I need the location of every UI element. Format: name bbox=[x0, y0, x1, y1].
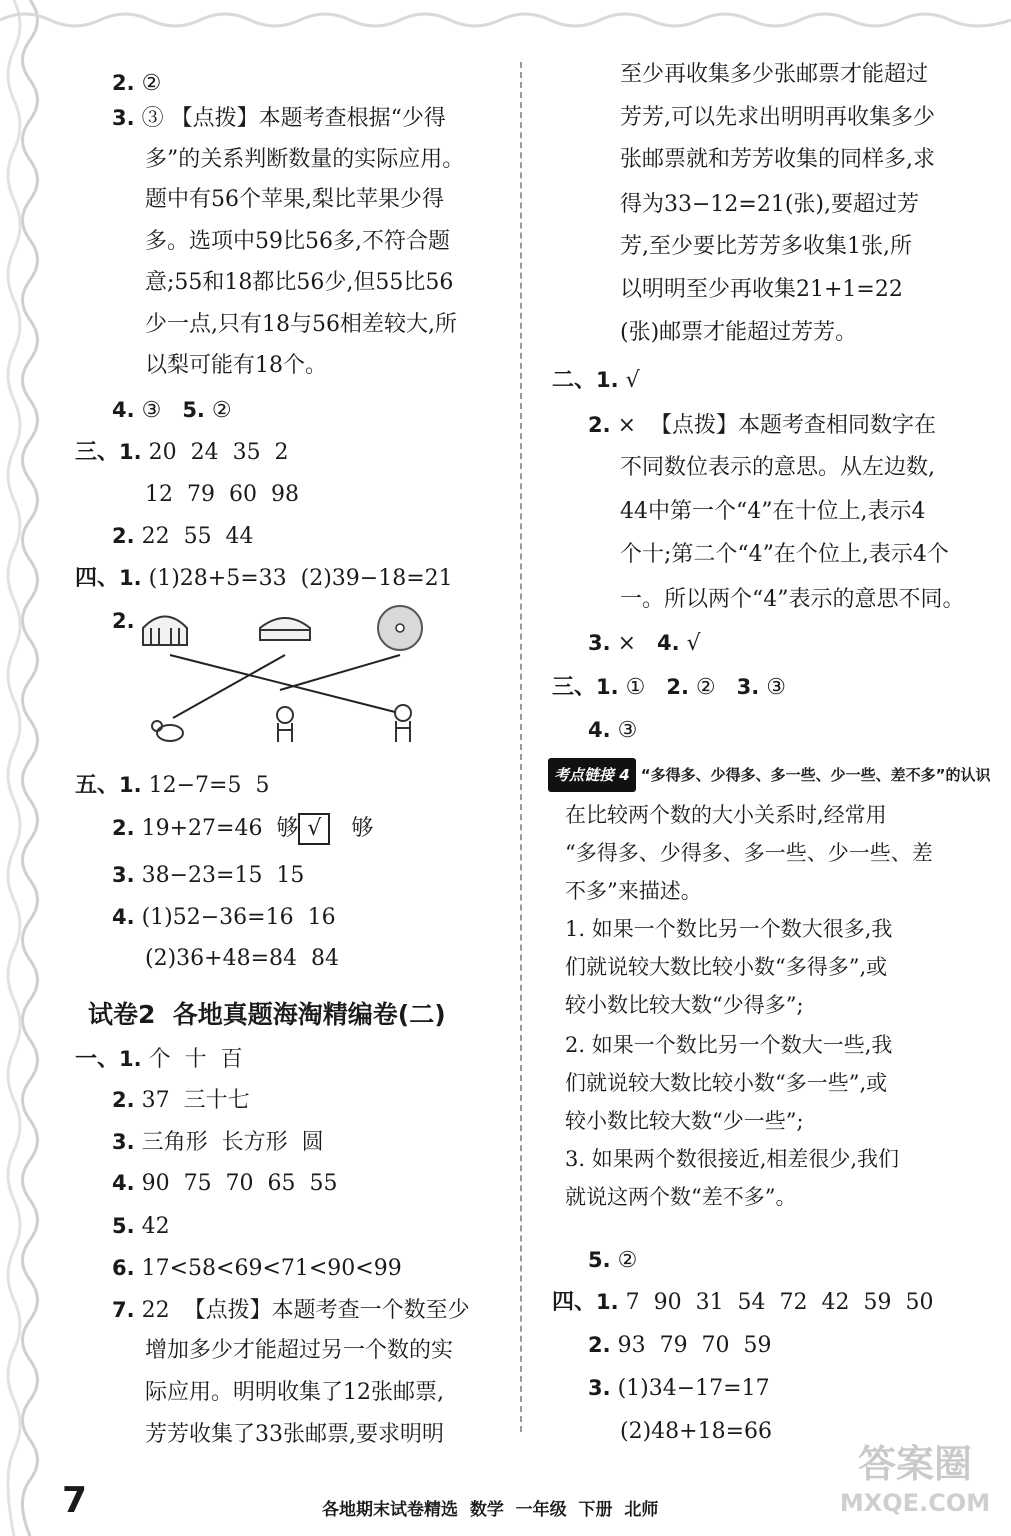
tip-badge: 考点链接 4 bbox=[548, 758, 636, 792]
answer-line: 一、1. 个 十 百 bbox=[75, 1047, 243, 1072]
tip-line: 较小数比较大数“少得多”; bbox=[565, 993, 804, 1017]
watermark bbox=[830, 1440, 1000, 1530]
answer-line: 二、1. √ bbox=[552, 368, 640, 393]
column-divider bbox=[520, 62, 522, 1432]
tip-line: 不多”来描述。 bbox=[565, 879, 702, 903]
answer-line: 3. 38−23=15 15 bbox=[112, 863, 305, 888]
answer-line: 4. 90 75 70 65 55 bbox=[112, 1171, 338, 1196]
answer-line: 2. 19+27=46 够 √ 够 bbox=[112, 813, 373, 845]
round-house-icon bbox=[378, 606, 422, 650]
tip-line: 在比较两个数的大小关系时,经常用 bbox=[565, 803, 887, 827]
tip-line: 们就说较大数比较小数“多得多”,或 bbox=[565, 955, 888, 979]
answer-line: 2. × 【点拨】本题考查相同数字在 bbox=[588, 413, 937, 438]
answer-line: 少一点,只有18与56相差较大,所 bbox=[145, 312, 457, 337]
child-icon bbox=[395, 705, 411, 742]
answer-line: 题中有56个苹果,梨比苹果少得 bbox=[145, 187, 444, 212]
answer-line: 以梨可能有18个。 bbox=[145, 353, 327, 378]
answer-line: 2. 22 55 44 bbox=[112, 524, 254, 549]
answer-line: 芳芳,可以先求出明明再收集多少 bbox=[620, 105, 935, 130]
answer-line: 4. ③ bbox=[588, 718, 638, 743]
answer-line: 多。选项中59比56多,不符合题 bbox=[145, 229, 450, 254]
tip-line: 3. 如果两个数很接近,相差很少,我们 bbox=[565, 1147, 900, 1171]
footer-text: 各地期末试卷精选 数学 一年级 下册 北师 bbox=[322, 1500, 659, 1520]
tip-box bbox=[548, 758, 991, 788]
answer-line: 多”的关系判断数量的实际应用。 bbox=[145, 147, 465, 172]
answer-line: 三、1. 20 24 35 2 bbox=[75, 440, 289, 465]
answer-line: 5. ② bbox=[588, 1248, 638, 1273]
answer-line: 7. 22 【点拨】本题考查一个数至少 bbox=[112, 1298, 470, 1323]
match-line bbox=[280, 655, 400, 690]
tip-header bbox=[548, 758, 991, 788]
answer-line: 12 79 60 98 bbox=[145, 482, 299, 507]
answer-line: 4. (1)52−36=16 16 bbox=[112, 905, 336, 930]
answer-line: 2. ② bbox=[112, 71, 162, 96]
answer-line: 以明明至少再收集21+1=22 bbox=[620, 277, 903, 302]
answer-line: 增加多少才能超过另一个数的实 bbox=[145, 1338, 454, 1363]
watermark-url: MXQE.COM bbox=[839, 1489, 991, 1517]
answer-line: (张)邮票才能超过芳芳。 bbox=[620, 320, 858, 345]
child-icon bbox=[277, 707, 293, 742]
check-box: √ bbox=[298, 813, 330, 845]
matching-illustration bbox=[135, 600, 435, 755]
match-line bbox=[170, 655, 395, 712]
answer-line: 一。所以两个“4”表示的意思不同。 bbox=[620, 587, 965, 612]
yurt-icon bbox=[143, 617, 187, 646]
answer-line: 四、1. (1)28+5=33 (2)39−18=21 bbox=[75, 566, 453, 591]
tip-line: 们就说较大数比较小数“多一些”,或 bbox=[565, 1071, 888, 1095]
answer-line: 44中第一个“4”在十位上,表示4 bbox=[620, 499, 926, 524]
wavy-border-left bbox=[0, 0, 60, 1536]
answer-line: 四、1. 7 90 31 54 72 42 59 50 bbox=[552, 1290, 934, 1315]
answer-line: 3. 三角形 长方形 圆 bbox=[112, 1130, 324, 1155]
match-line bbox=[173, 655, 285, 718]
answer-line: 3. ③ 【点拨】本题考查根据“少得 bbox=[112, 106, 446, 131]
tip-line: 就说这两个数“差不多”。 bbox=[565, 1185, 797, 1209]
tip-line: “多得多、少得多、多一些、少一些、差 bbox=[565, 841, 933, 865]
answer-line: 2. 37 三十七 bbox=[112, 1088, 250, 1113]
animal-icon bbox=[152, 721, 183, 741]
answer-line: 五、1. 12−7=5 5 bbox=[75, 773, 270, 798]
section-heading: 试卷2 各地真题海淘精编卷(二) bbox=[88, 1000, 446, 1029]
answer-line: 5. 42 bbox=[112, 1214, 170, 1239]
tent-icon bbox=[260, 618, 310, 640]
answer-line: 4. ③ 5. ② bbox=[112, 398, 232, 423]
answer-line: 得为33−12=21(张),要超过芳 bbox=[620, 192, 920, 217]
answer-line: 张邮票就和芳芳收集的同样多,求 bbox=[620, 147, 935, 172]
wavy-border-top bbox=[0, 0, 1011, 40]
page-number: 7 bbox=[62, 1480, 88, 1521]
answer-line: 2. 93 79 70 59 bbox=[588, 1333, 772, 1358]
answer-line: 6. 17<58<69<71<90<99 bbox=[112, 1256, 402, 1281]
watermark-logo: 答案圈 bbox=[857, 1442, 972, 1486]
answer-line: 2. bbox=[112, 609, 135, 633]
answer-line: 3. (1)34−17=17 bbox=[588, 1376, 770, 1401]
answer-line: (2)48+18=66 bbox=[620, 1419, 773, 1444]
tip-title: “多得多、少得多、多一些、少一些、差不多”的认识 bbox=[640, 766, 991, 784]
answer-line: 际应用。明明收集了12张邮票, bbox=[145, 1380, 444, 1405]
answer-line: 3. × 4. √ bbox=[588, 631, 701, 656]
answer-line: 至少再收集多少张邮票才能超过 bbox=[620, 62, 929, 87]
answer-line: 个十;第二个“4”在个位上,表示4个 bbox=[620, 542, 949, 567]
tip-line: 较小数比较大数“少一些”; bbox=[565, 1109, 804, 1133]
answer-line: 芳芳收集了33张邮票,要求明明 bbox=[145, 1422, 444, 1447]
answer-line: (2)36+48=84 84 bbox=[145, 946, 339, 971]
answer-line: 意;55和18都比56少,但55比56 bbox=[145, 270, 454, 295]
tip-line: 1. 如果一个数比另一个数大很多,我 bbox=[565, 917, 893, 941]
answer-line: 三、1. ① 2. ② 3. ③ bbox=[552, 675, 786, 700]
tip-line: 2. 如果一个数比另一个数大一些,我 bbox=[565, 1033, 893, 1057]
answer-line: 芳,至少要比芳芳多收集1张,所 bbox=[620, 234, 912, 259]
answer-line: 不同数位表示的意思。从左边数, bbox=[620, 455, 935, 480]
